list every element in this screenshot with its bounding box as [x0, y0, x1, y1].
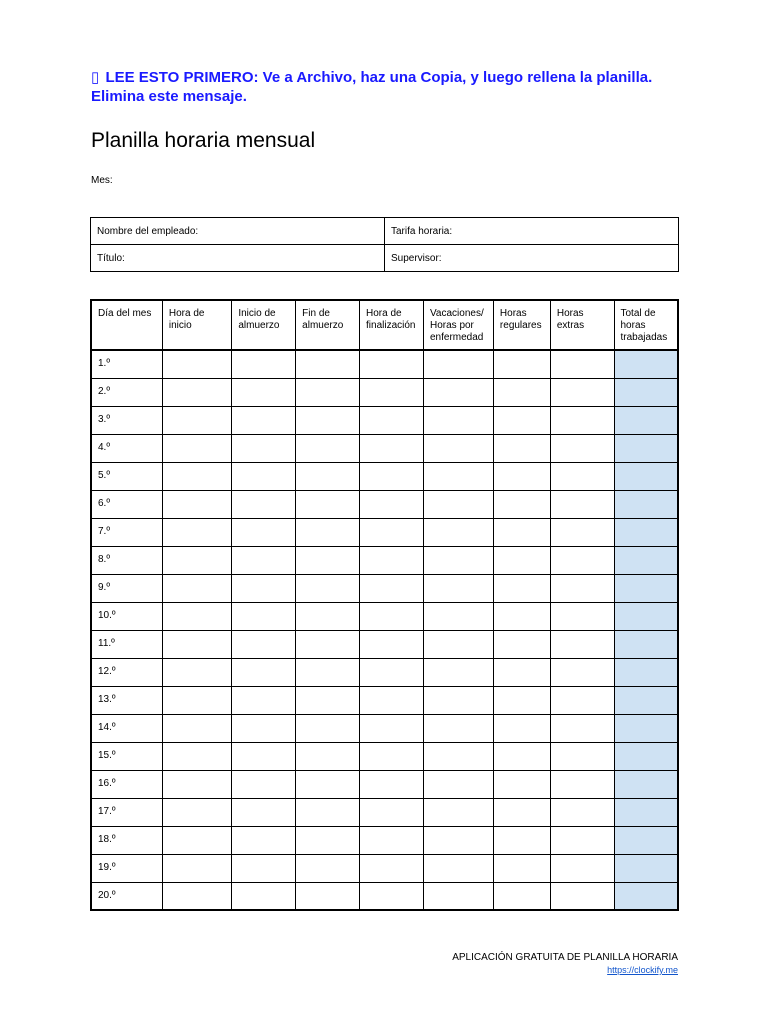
entry-cell[interactable] — [550, 574, 614, 602]
day-cell[interactable]: 8.º — [91, 546, 162, 574]
day-cell[interactable]: 9.º — [91, 574, 162, 602]
day-cell[interactable]: 7.º — [91, 518, 162, 546]
entry-cell[interactable] — [614, 602, 678, 630]
entry-cell[interactable] — [493, 434, 550, 462]
entry-cell[interactable] — [614, 490, 678, 518]
employee-info-table — [90, 217, 679, 272]
entry-cell[interactable] — [423, 630, 493, 658]
entry-cell[interactable] — [162, 798, 231, 826]
entry-cell[interactable] — [614, 826, 678, 854]
entry-cell[interactable] — [550, 546, 614, 574]
entry-cell[interactable] — [423, 378, 493, 406]
entry-cell[interactable] — [162, 658, 231, 686]
table-row — [91, 854, 678, 882]
hourly-rate-cell[interactable]: Tarifa horaria: — [385, 218, 679, 245]
entry-cell[interactable] — [423, 518, 493, 546]
entry-cell[interactable] — [296, 462, 360, 490]
entry-cell[interactable] — [232, 602, 296, 630]
entry-cell[interactable] — [232, 350, 296, 378]
entry-cell[interactable] — [296, 686, 360, 714]
entry-cell[interactable] — [550, 518, 614, 546]
entry-cell[interactable] — [162, 518, 231, 546]
column-header: Horas regulares — [493, 300, 550, 350]
entry-cell[interactable] — [423, 350, 493, 378]
entry-cell[interactable] — [360, 658, 424, 686]
entry-cell[interactable] — [296, 658, 360, 686]
table-row — [91, 406, 678, 434]
day-cell[interactable]: 18.º — [91, 826, 162, 854]
entry-cell[interactable] — [162, 770, 231, 798]
entry-cell[interactable] — [296, 574, 360, 602]
table-row — [91, 742, 678, 770]
entry-cell[interactable] — [550, 602, 614, 630]
entry-cell[interactable] — [360, 770, 424, 798]
entry-cell[interactable] — [550, 490, 614, 518]
entry-cell[interactable] — [296, 350, 360, 378]
entry-cell[interactable] — [232, 630, 296, 658]
entry-cell[interactable] — [614, 742, 678, 770]
entry-cell[interactable] — [550, 742, 614, 770]
column-header: Día del mes — [91, 300, 162, 350]
entry-cell[interactable] — [493, 658, 550, 686]
entry-cell[interactable] — [296, 434, 360, 462]
entry-cell[interactable] — [162, 574, 231, 602]
day-cell[interactable]: 10.º — [91, 602, 162, 630]
day-cell[interactable]: 6.º — [91, 490, 162, 518]
entry-cell[interactable] — [614, 714, 678, 742]
entry-cell[interactable] — [360, 546, 424, 574]
entry-cell[interactable] — [423, 882, 493, 910]
entry-cell[interactable] — [162, 462, 231, 490]
entry-cell[interactable] — [296, 490, 360, 518]
entry-cell[interactable] — [550, 462, 614, 490]
entry-cell[interactable] — [232, 854, 296, 882]
day-cell[interactable]: 16.º — [91, 770, 162, 798]
entry-cell[interactable] — [550, 350, 614, 378]
timesheet-table — [90, 299, 679, 911]
entry-cell[interactable] — [232, 490, 296, 518]
entry-cell[interactable] — [232, 378, 296, 406]
entry-cell[interactable] — [423, 546, 493, 574]
entry-cell[interactable] — [614, 658, 678, 686]
day-cell[interactable]: 3.º — [91, 406, 162, 434]
entry-cell[interactable] — [614, 406, 678, 434]
entry-cell[interactable] — [423, 462, 493, 490]
entry-cell[interactable] — [423, 826, 493, 854]
entry-cell[interactable] — [162, 882, 231, 910]
entry-cell[interactable] — [360, 854, 424, 882]
entry-cell[interactable] — [493, 742, 550, 770]
entry-cell[interactable] — [550, 378, 614, 406]
entry-cell[interactable] — [360, 742, 424, 770]
entry-cell[interactable] — [493, 882, 550, 910]
day-cell[interactable]: 15.º — [91, 742, 162, 770]
column-header: Vacaciones/ Horas por enfermedad — [423, 300, 493, 350]
table-row — [91, 714, 678, 742]
entry-cell[interactable] — [232, 658, 296, 686]
footer-app-name: APLICACIÓN GRATUITA DE PLANILLA HORARIA — [452, 952, 678, 963]
entry-cell[interactable] — [614, 854, 678, 882]
entry-cell[interactable] — [493, 574, 550, 602]
entry-cell[interactable] — [493, 798, 550, 826]
entry-cell[interactable] — [360, 630, 424, 658]
entry-cell[interactable] — [232, 770, 296, 798]
notice-message — [91, 68, 691, 106]
job-title-cell[interactable]: Título: — [91, 245, 385, 272]
entry-cell[interactable] — [360, 798, 424, 826]
entry-cell[interactable] — [162, 630, 231, 658]
entry-cell[interactable] — [493, 630, 550, 658]
entry-cell[interactable] — [493, 462, 550, 490]
entry-cell[interactable] — [614, 686, 678, 714]
entry-cell[interactable] — [423, 574, 493, 602]
entry-cell[interactable] — [614, 378, 678, 406]
entry-cell[interactable] — [162, 434, 231, 462]
column-header: Hora de inicio — [162, 300, 231, 350]
table-row — [91, 770, 678, 798]
entry-cell[interactable] — [614, 434, 678, 462]
entry-cell[interactable] — [423, 490, 493, 518]
entry-cell[interactable] — [360, 826, 424, 854]
entry-cell[interactable] — [493, 350, 550, 378]
entry-cell[interactable] — [360, 490, 424, 518]
entry-cell[interactable] — [423, 658, 493, 686]
entry-cell[interactable] — [162, 406, 231, 434]
entry-cell[interactable] — [550, 770, 614, 798]
entry-cell[interactable] — [493, 378, 550, 406]
table-row — [91, 490, 678, 518]
entry-cell[interactable] — [423, 602, 493, 630]
entry-cell[interactable] — [550, 406, 614, 434]
day-cell[interactable]: 4.º — [91, 434, 162, 462]
entry-cell[interactable] — [614, 574, 678, 602]
entry-cell[interactable] — [296, 406, 360, 434]
column-header: Hora de finalización — [360, 300, 424, 350]
table-row — [91, 630, 678, 658]
entry-cell[interactable] — [296, 826, 360, 854]
entry-cell[interactable] — [493, 518, 550, 546]
entry-cell[interactable] — [296, 518, 360, 546]
entry-cell[interactable] — [493, 602, 550, 630]
column-header: Inicio de almuerzo — [232, 300, 296, 350]
table-row — [91, 658, 678, 686]
entry-cell[interactable] — [162, 854, 231, 882]
entry-cell[interactable] — [360, 518, 424, 546]
supervisor-cell[interactable]: Supervisor: — [385, 245, 679, 272]
day-cell[interactable]: 20.º — [91, 882, 162, 910]
entry-cell[interactable] — [550, 798, 614, 826]
entry-cell[interactable] — [232, 574, 296, 602]
table-row — [91, 798, 678, 826]
entry-cell[interactable] — [162, 546, 231, 574]
entry-cell[interactable] — [296, 770, 360, 798]
entry-cell[interactable] — [232, 406, 296, 434]
employee-name-cell[interactable]: Nombre del empleado: — [91, 218, 385, 245]
entry-cell[interactable] — [162, 350, 231, 378]
entry-cell[interactable] — [360, 434, 424, 462]
day-cell[interactable]: 12.º — [91, 658, 162, 686]
month-label: Mes: — [91, 175, 113, 186]
table-row — [91, 826, 678, 854]
footer — [452, 951, 678, 977]
entry-cell[interactable] — [614, 546, 678, 574]
entry-cell[interactable] — [550, 630, 614, 658]
entry-cell[interactable] — [296, 602, 360, 630]
entry-cell[interactable] — [360, 686, 424, 714]
entry-cell[interactable] — [493, 546, 550, 574]
page-title: Planilla horaria mensual — [91, 129, 316, 152]
column-header: Fin de almuerzo — [296, 300, 360, 350]
entry-cell[interactable] — [614, 462, 678, 490]
entry-cell[interactable] — [162, 490, 231, 518]
entry-cell[interactable] — [614, 770, 678, 798]
entry-cell[interactable] — [614, 798, 678, 826]
day-cell[interactable]: 5.º — [91, 462, 162, 490]
table-row — [91, 602, 678, 630]
entry-cell[interactable] — [614, 518, 678, 546]
entry-cell[interactable] — [296, 742, 360, 770]
entry-cell[interactable] — [232, 518, 296, 546]
entry-cell[interactable] — [550, 658, 614, 686]
entry-cell[interactable] — [423, 854, 493, 882]
day-cell[interactable]: 19.º — [91, 854, 162, 882]
entry-cell[interactable] — [296, 798, 360, 826]
entry-cell[interactable] — [493, 490, 550, 518]
entry-cell[interactable] — [493, 854, 550, 882]
table-row — [91, 462, 678, 490]
header-row — [91, 300, 678, 350]
entry-cell[interactable] — [360, 350, 424, 378]
entry-cell[interactable] — [550, 686, 614, 714]
table-row — [91, 686, 678, 714]
entry-cell[interactable] — [423, 406, 493, 434]
entry-cell[interactable] — [614, 882, 678, 910]
entry-cell[interactable] — [423, 434, 493, 462]
table-row — [91, 546, 678, 574]
table-row — [91, 518, 678, 546]
entry-cell[interactable] — [296, 546, 360, 574]
entry-cell[interactable] — [232, 882, 296, 910]
table-row — [91, 434, 678, 462]
entry-cell[interactable] — [423, 770, 493, 798]
entry-cell[interactable] — [232, 546, 296, 574]
info-row — [91, 245, 679, 272]
entry-cell[interactable] — [423, 714, 493, 742]
info-row — [91, 218, 679, 245]
column-header: Horas extras — [550, 300, 614, 350]
entry-cell[interactable] — [232, 742, 296, 770]
entry-cell[interactable] — [360, 714, 424, 742]
entry-cell[interactable] — [162, 378, 231, 406]
day-cell[interactable]: 14.º — [91, 714, 162, 742]
entry-cell[interactable] — [423, 742, 493, 770]
entry-cell[interactable] — [614, 350, 678, 378]
entry-cell[interactable] — [360, 574, 424, 602]
entry-cell[interactable] — [296, 854, 360, 882]
entry-cell[interactable] — [162, 714, 231, 742]
entry-cell[interactable] — [423, 798, 493, 826]
entry-cell[interactable] — [360, 378, 424, 406]
entry-cell[interactable] — [493, 826, 550, 854]
entry-cell[interactable] — [550, 882, 614, 910]
day-cell[interactable]: 13.º — [91, 686, 162, 714]
entry-cell[interactable] — [232, 686, 296, 714]
entry-cell[interactable] — [550, 714, 614, 742]
entry-cell[interactable] — [296, 630, 360, 658]
entry-cell[interactable] — [550, 854, 614, 882]
clockify-link[interactable]: https://clockify.me — [607, 965, 678, 975]
entry-cell[interactable] — [550, 826, 614, 854]
entry-cell[interactable] — [493, 770, 550, 798]
entry-cell[interactable] — [423, 686, 493, 714]
entry-cell[interactable] — [232, 826, 296, 854]
entry-cell[interactable] — [550, 434, 614, 462]
entry-cell[interactable] — [360, 882, 424, 910]
day-cell[interactable]: 11.º — [91, 630, 162, 658]
table-row — [91, 350, 678, 378]
entry-cell[interactable] — [162, 602, 231, 630]
notice-text: LEE ESTO PRIMERO: Ve a Archivo, haz una Copia, y luego rellena la planilla. Elimina este mensaje. — [91, 69, 653, 105]
entry-cell[interactable] — [232, 798, 296, 826]
entry-cell[interactable] — [360, 406, 424, 434]
entry-cell[interactable] — [296, 378, 360, 406]
column-header: Total de horas trabajadas — [614, 300, 678, 350]
entry-cell[interactable] — [493, 686, 550, 714]
entry-cell[interactable] — [162, 742, 231, 770]
box-glyph-icon: ▯ — [91, 69, 100, 86]
entry-cell[interactable] — [614, 630, 678, 658]
entry-cell[interactable] — [232, 714, 296, 742]
entry-cell[interactable] — [296, 882, 360, 910]
entry-cell[interactable] — [360, 602, 424, 630]
day-cell[interactable]: 2.º — [91, 378, 162, 406]
entry-cell[interactable] — [296, 714, 360, 742]
table-row — [91, 378, 678, 406]
entry-cell[interactable] — [493, 406, 550, 434]
table-row — [91, 574, 678, 602]
entry-cell[interactable] — [162, 826, 231, 854]
entry-cell[interactable] — [360, 462, 424, 490]
day-cell[interactable]: 17.º — [91, 798, 162, 826]
entry-cell[interactable] — [162, 686, 231, 714]
entry-cell[interactable] — [493, 714, 550, 742]
entry-cell[interactable] — [232, 434, 296, 462]
table-row — [91, 882, 678, 910]
entry-cell[interactable] — [232, 462, 296, 490]
day-cell[interactable]: 1.º — [91, 350, 162, 378]
